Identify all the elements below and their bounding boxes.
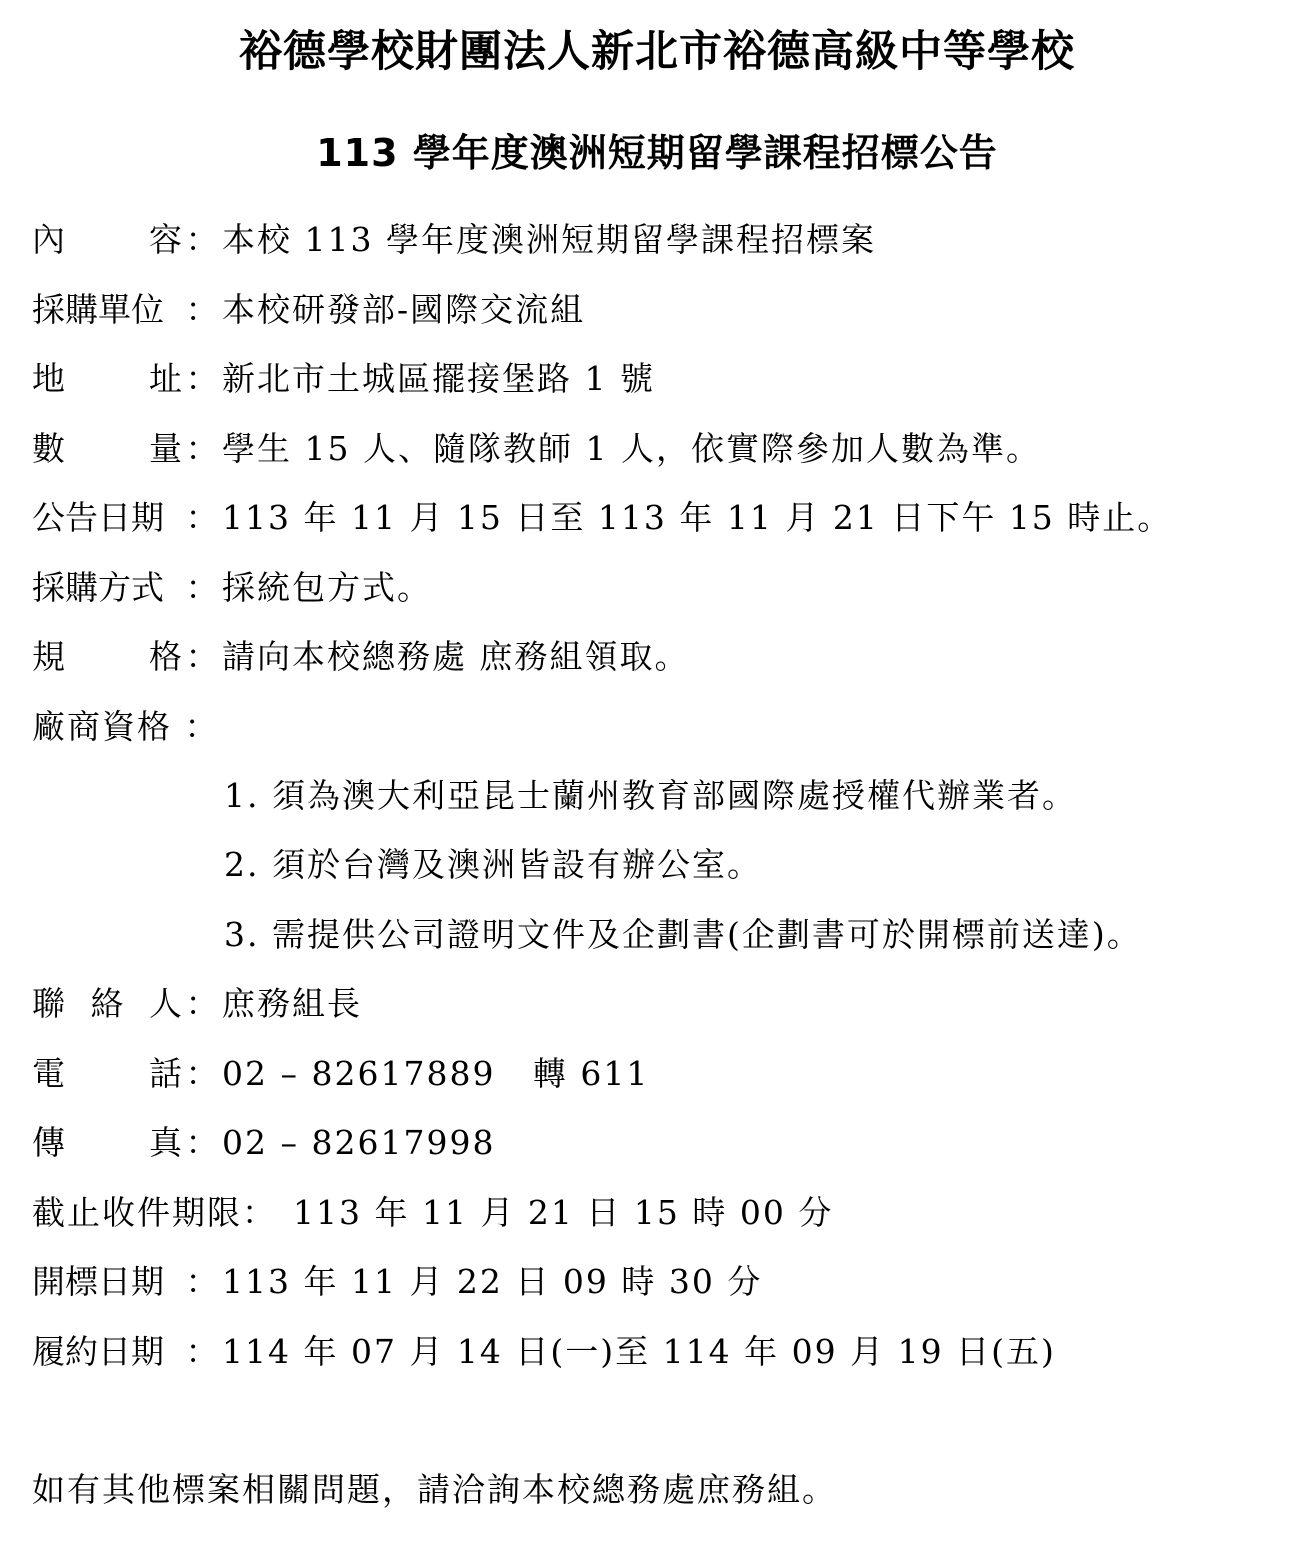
field-performance-label: 履約日期	[32, 1332, 164, 1371]
field-method: 採購方式 ： 採統包方式。	[32, 566, 432, 610]
field-phone-value: 02 – 82617889 轉 611	[222, 1054, 650, 1093]
field-performance: 履約日期 ： 114 年 07 月 14 日(一)至 114 年 09 月 19 日(五)	[32, 1330, 1056, 1374]
field-unit-label: 採購單位	[32, 290, 164, 329]
field-opening: 開標日期 ： 113 年 11 月 22 日 09 時 30 分	[32, 1260, 762, 1304]
field-quantity-value: 學生 15 人、隨隊教師 1 人，依實際參加人數為準。	[222, 429, 1041, 468]
field-deadline-value: 113 年 11 月 21 日 15 時 00 分	[293, 1193, 834, 1232]
field-deadline-label: 截止收件期限：	[32, 1193, 277, 1232]
field-fax-value: 02 – 82617998	[222, 1123, 496, 1162]
field-qualification	[32, 705, 220, 749]
field-address-label: 地 址	[32, 359, 182, 398]
qualification-item: 3. 需提供公司證明文件及企劃書(企劃書可於開標前送達)。	[224, 915, 1142, 954]
field-spec-label: 規 格	[32, 637, 182, 676]
field-phone-label: 電 話	[32, 1054, 182, 1093]
field-contact-value: 庶務組長	[222, 984, 362, 1023]
field-opening-label: 開標日期	[32, 1262, 164, 1301]
field-method-label: 採購方式	[32, 568, 164, 607]
qualification-item: 2. 須於台灣及澳洲皆設有辦公室。	[224, 845, 762, 884]
field-announce-date-value: 113 年 11 月 15 日至 113 年 11 月 21 日下午 15 時止。	[222, 498, 1173, 537]
field-unit-value: 本校研發部-國際交流組	[222, 290, 586, 329]
field-contact-label: 聯 絡 人	[32, 984, 182, 1023]
field-performance-value: 114 年 07 月 14 日(一)至 114 年 09 月 19 日(五)	[222, 1332, 1056, 1371]
field-contact: 聯 絡 人 ： 庶務組長	[32, 982, 362, 1026]
field-qualification-label: 廠商資格 ：	[32, 707, 220, 746]
field-content: 內 容 ： 本校 113 學年度澳洲短期留學課程招標案	[32, 218, 876, 262]
field-opening-value: 113 年 11 月 22 日 09 時 30 分	[222, 1262, 763, 1301]
field-announce-date: 公告日期 ： 113 年 11 月 15 日至 113 年 11 月 21 日下午 15 時止。	[32, 496, 1172, 540]
field-deadline	[32, 1191, 833, 1235]
field-spec: 規 格 ： 請向本校總務處 庶務組領取。	[32, 635, 690, 679]
footer-note: 如有其他標案相關問題，請洽詢本校總務處庶務組。	[32, 1470, 837, 1509]
field-content-label: 內 容	[32, 220, 182, 259]
field-unit: 採購單位 ： 本校研發部-國際交流組	[32, 288, 585, 332]
field-quantity-label: 數 量	[32, 429, 182, 468]
field-fax-label: 傳 真	[32, 1123, 182, 1162]
field-address: 地 址 ： 新北市土城區擺接堡路 1 號	[32, 357, 655, 401]
field-address-value: 新北市土城區擺接堡路 1 號	[222, 359, 655, 398]
field-method-value: 採統包方式。	[222, 568, 432, 607]
field-fax: 傳 真 ： 02 – 82617998	[32, 1121, 495, 1165]
field-spec-value: 請向本校總務處 庶務組領取。	[222, 637, 690, 676]
school-name-heading: 裕德學校財團法人新北市裕德高級中等學校	[239, 27, 1075, 77]
qualification-item: 1. 須為澳大利亞昆士蘭州教育部國際處授權代辦業者。	[224, 776, 1077, 815]
notice-title-heading: 113 學年度澳洲短期留學課程招標公告	[316, 131, 998, 175]
field-content-value: 本校 113 學年度澳洲短期留學課程招標案	[222, 220, 876, 259]
field-phone: 電 話 ： 02 – 82617889 轉 611	[32, 1052, 649, 1096]
field-quantity: 數 量 ： 學生 15 人、隨隊教師 1 人，依實際參加人數為準。	[32, 427, 1041, 471]
field-announce-date-label: 公告日期	[32, 498, 164, 537]
